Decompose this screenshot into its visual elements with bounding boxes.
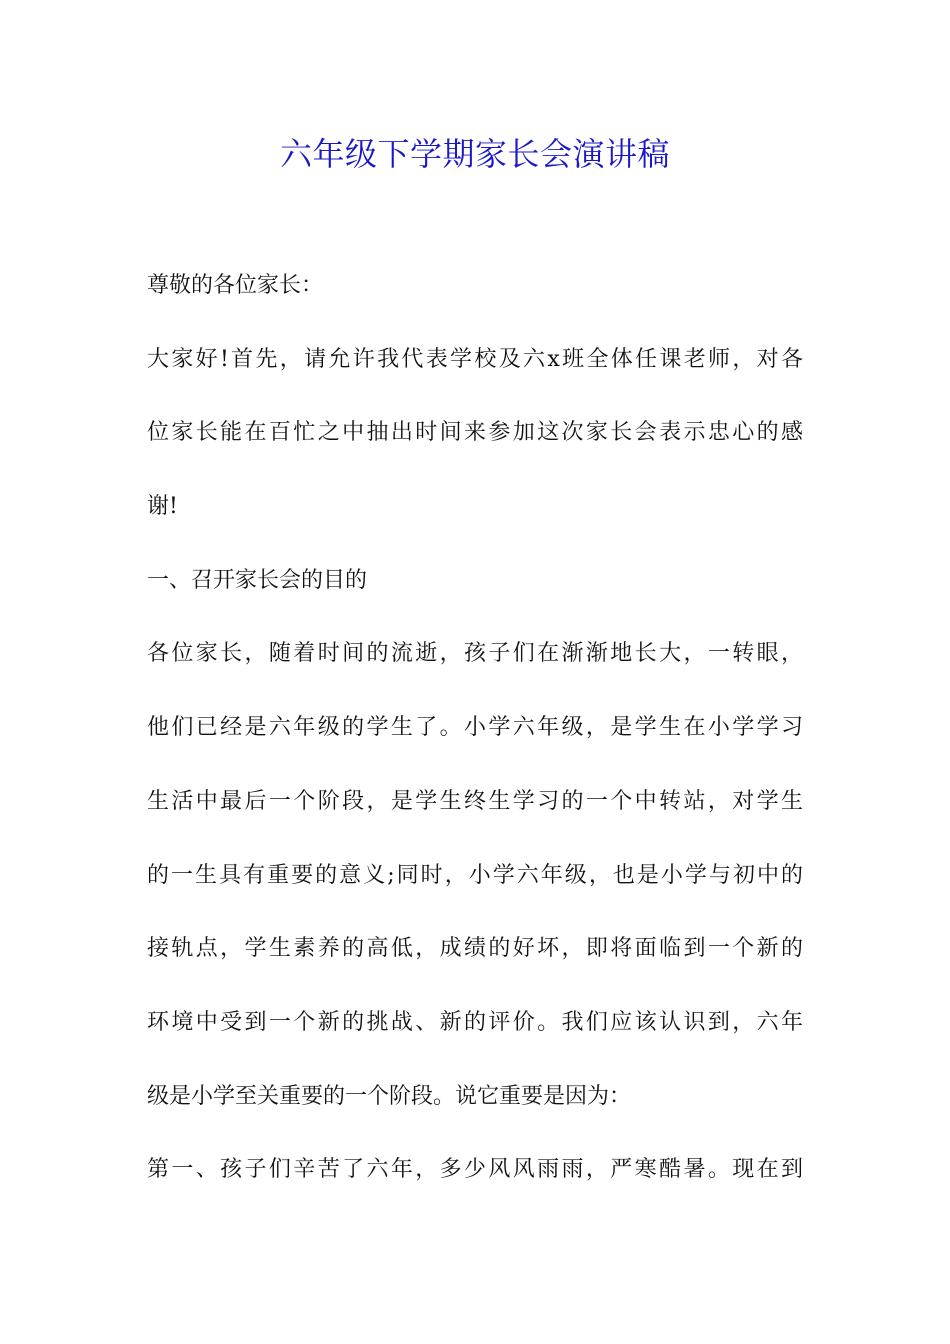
paragraph-line: 级是小学至关重要的一个阶段。说它重要是因为： [147,1083,632,1109]
paragraph-line: 各位家长，随着时间的流逝，孩子们在渐渐地长大，一转眼， [147,641,803,667]
document-title: 六年级下学期家长会演讲稿 [279,135,670,173]
paragraph-line: 大家好!首先，请允许我代表学校及六x班全体任课老师，对各 [147,346,803,372]
paragraph-line: 他们已经是六年级的学生了。小学六年级，是学生在小学学习 [147,715,803,741]
paragraph-line: 环境中受到一个新的挑战、新的评价。我们应该认识到，六年 [147,1009,803,1035]
paragraph-line: 位家长能在百忙之中抽出时间来参加这次家长会表示忠心的感 [147,420,803,446]
paragraph-line: 生活中最后一个阶段，是学生终生学习的一个中转站，对学生 [147,788,803,814]
section-heading: 一、召开家长会的目的 [147,567,368,593]
paragraph-line: 第一、孩子们辛苦了六年，多少风风雨雨，严寒酷暑。现在到 [147,1157,803,1183]
document-body [147,264,803,1222]
paragraph-line: 的一生具有重要的意义;同时，小学六年级，也是小学与初中的 [147,862,803,888]
salutation-line: 尊敬的各位家长： [147,273,324,298]
paragraph-line: 接轨点，学生素养的高低，成绩的好坏，即将面临到一个新的 [147,936,803,962]
paragraph-line: 谢! [147,494,178,520]
